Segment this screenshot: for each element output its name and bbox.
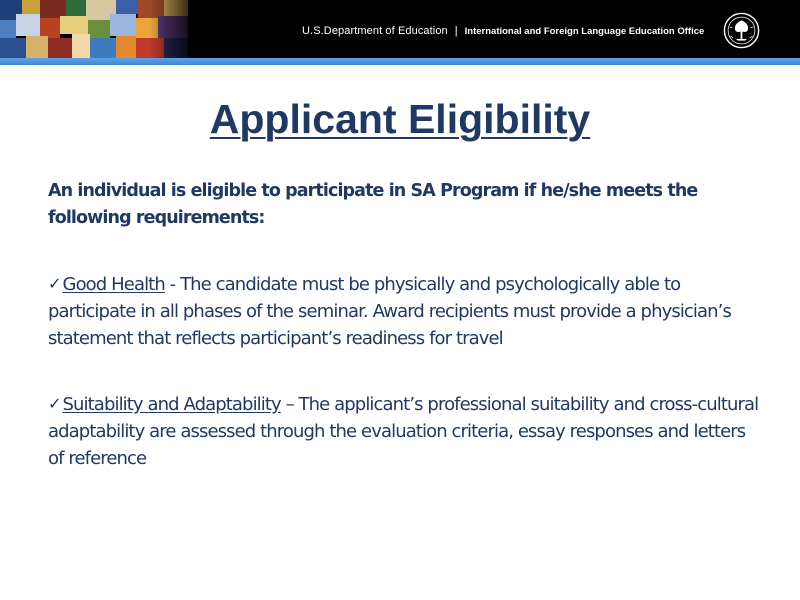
requirement-name: Suitability and Adaptability [62, 394, 281, 415]
header-banner [0, 0, 800, 58]
intro-text: An individual is eligible to participate in SA Program if he/she meets the following requirements: [48, 181, 698, 228]
accent-bar [0, 58, 800, 65]
slide-title: Applicant Eligibility [209, 96, 591, 142]
checkmark-icon: ✓ [48, 274, 61, 293]
requirement-description: – The applicant’s professional suitability and cross-cultural adaptability are assessed through the evaluation criteria, essay responses and letters of reference [48, 394, 759, 469]
requirement-name: Good Health [62, 274, 165, 295]
photo-collage [0, 0, 192, 58]
department-seal-icon [723, 12, 760, 49]
checkmark-icon: ✓ [48, 394, 61, 413]
header-separator: | [454, 25, 458, 37]
department-name: U.S.Department of Education [302, 25, 448, 37]
header-text [302, 25, 704, 37]
requirement-suitability [48, 391, 760, 472]
requirement-good-health [48, 271, 760, 352]
office-name: International and Foreign Language Education Office [464, 25, 705, 37]
requirement-description: - The candidate must be physically and psychologically able to participate in all phases of the seminar. Award recipients must provide a physician’s statement that reflects participant’s readiness for travel [48, 274, 731, 349]
